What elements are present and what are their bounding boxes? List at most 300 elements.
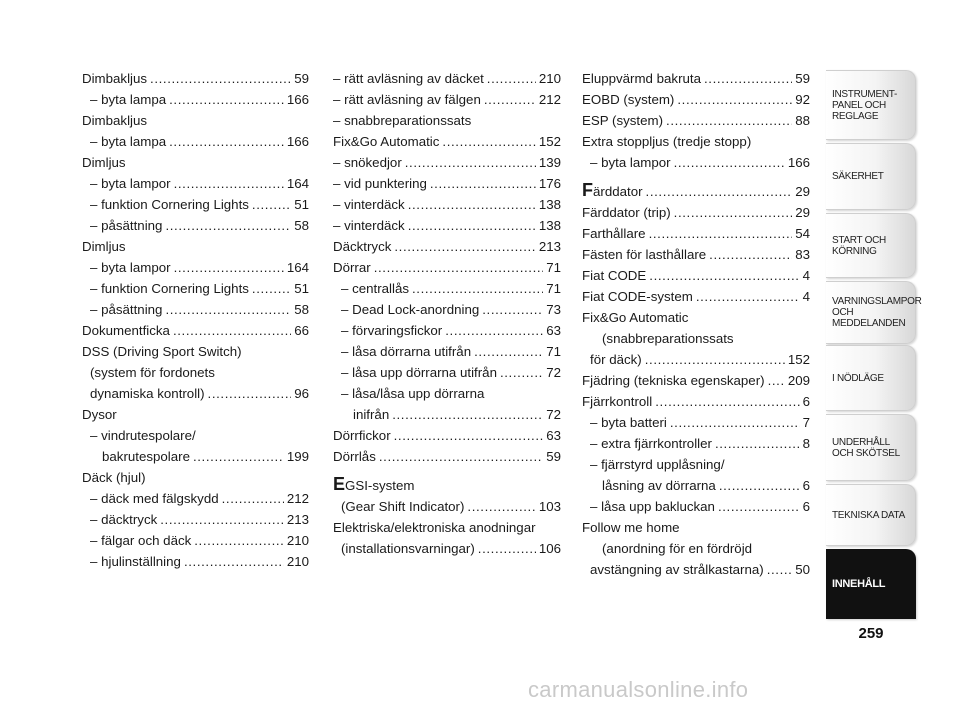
entry-label: – byta lampa xyxy=(90,134,167,149)
entry-label: EOBD (system) xyxy=(582,92,675,107)
entry-label: Däcktryck xyxy=(333,239,392,254)
entry-text xyxy=(582,310,688,325)
entry-label: – Dead Lock-anordning xyxy=(341,302,480,317)
index-entry xyxy=(333,362,561,383)
page-reference: 176 xyxy=(538,176,561,191)
tab-label: UNDERHÅLL OCH SKÖTSEL xyxy=(832,436,900,459)
index-entry xyxy=(582,223,810,244)
dot-leader xyxy=(670,412,800,433)
dot-leader xyxy=(718,496,800,517)
page-reference: 106 xyxy=(538,541,561,556)
index-entry xyxy=(582,181,810,202)
index-column-2 xyxy=(333,68,561,559)
entry-text xyxy=(90,257,171,278)
entry-text xyxy=(82,407,117,422)
entry-text xyxy=(82,320,170,341)
page-reference: 29 xyxy=(795,184,810,199)
tab-6[interactable] xyxy=(826,414,916,481)
entry-label: bakrutespolare xyxy=(102,449,190,464)
index-entry xyxy=(82,509,309,530)
entry-label: Elektriska/elektroniska anodningar xyxy=(333,520,536,535)
page-reference: 59 xyxy=(294,71,309,86)
entry-label: – snökedjor xyxy=(333,155,402,170)
index-entry xyxy=(82,89,309,110)
entry-label: – påsättning xyxy=(90,302,163,317)
entry-label: ESP (system) xyxy=(582,113,664,128)
index-entry xyxy=(82,173,309,194)
entry-label: – byta lampor xyxy=(90,176,171,191)
index-entry xyxy=(333,257,561,278)
index-entry xyxy=(333,278,561,299)
entry-label: – funktion Cornering Lights xyxy=(90,197,249,212)
index-entry xyxy=(82,404,309,425)
entry-text xyxy=(333,68,484,89)
index-entry xyxy=(82,152,309,173)
page-reference: 212 xyxy=(538,92,561,107)
entry-label: – hjulinställning xyxy=(90,554,181,569)
tab-label: INNEHÅLL xyxy=(832,577,886,590)
index-entry xyxy=(582,286,810,307)
page-reference: 83 xyxy=(795,247,810,262)
tab-4[interactable] xyxy=(826,281,922,344)
entry-text xyxy=(582,244,706,265)
tab-label: TEKNISKA DATA xyxy=(832,509,905,521)
entry-text xyxy=(582,202,671,223)
tab-label: VARNINGSLAMPOR OCH MEDDELANDEN xyxy=(832,296,922,329)
dot-leader xyxy=(445,320,543,341)
entry-text xyxy=(590,412,667,433)
index-entry xyxy=(82,425,309,446)
entry-label: – byta lampa xyxy=(90,92,167,107)
entry-label: – vinterdäck xyxy=(333,197,405,212)
page-reference: 71 xyxy=(546,281,561,296)
page-reference: 59 xyxy=(546,449,561,464)
index-entry xyxy=(333,475,561,496)
dot-leader xyxy=(696,286,800,307)
dot-leader xyxy=(374,257,544,278)
dot-leader xyxy=(487,68,536,89)
page-reference: 166 xyxy=(787,155,810,170)
index-entry xyxy=(582,559,810,580)
entry-label: Fästen för lasthållare xyxy=(582,247,707,262)
entry-text xyxy=(82,470,146,485)
index-entry xyxy=(582,496,810,517)
page-reference: 210 xyxy=(538,71,561,86)
page-reference: 213 xyxy=(286,512,309,527)
page-reference: 6 xyxy=(802,394,810,409)
entry-label: – låsa/låsa upp dörrarna xyxy=(341,386,485,401)
entry-label: Dörrlås xyxy=(333,449,376,464)
entry-text xyxy=(333,474,415,494)
page-reference: 210 xyxy=(286,533,309,548)
entry-label: Fjärrkontroll xyxy=(582,394,653,409)
entry-text xyxy=(590,152,671,173)
dot-leader xyxy=(174,173,284,194)
entry-label: – centrallås xyxy=(341,281,409,296)
index-entry xyxy=(82,194,309,215)
entry-text xyxy=(333,173,427,194)
index-entry xyxy=(333,383,561,404)
index-entry xyxy=(82,446,309,467)
entry-label: för däck) xyxy=(590,352,642,367)
dot-leader xyxy=(767,559,793,580)
index-entry xyxy=(82,488,309,509)
entry-text xyxy=(582,68,701,89)
entry-text xyxy=(333,152,402,173)
index-entry xyxy=(333,110,561,131)
entry-text xyxy=(582,223,646,244)
entry-text xyxy=(590,496,715,517)
entry-label: Follow me home xyxy=(582,520,680,535)
page-reference: 138 xyxy=(538,218,561,233)
entry-text xyxy=(333,257,371,278)
entry-label: – däck med fälgskydd xyxy=(90,491,219,506)
index-entry xyxy=(333,215,561,236)
page-reference: 210 xyxy=(286,554,309,569)
entry-text xyxy=(582,89,674,110)
dot-leader xyxy=(474,341,543,362)
entry-text xyxy=(333,446,376,467)
index-entry xyxy=(582,89,810,110)
entry-text xyxy=(90,551,181,572)
entry-label: låsning av dörrarna xyxy=(602,478,716,493)
entry-text xyxy=(590,457,725,472)
index-entry xyxy=(333,299,561,320)
entry-text xyxy=(582,286,693,307)
entry-initial: E xyxy=(333,474,346,494)
entry-text xyxy=(82,113,147,128)
index-entry xyxy=(582,152,810,173)
index-column-1 xyxy=(82,68,309,572)
index-entry xyxy=(333,341,561,362)
tab-label: SÄKERHET xyxy=(832,171,884,182)
entry-text xyxy=(333,131,439,152)
index-column-3 xyxy=(582,68,810,580)
entry-text xyxy=(102,446,190,467)
dot-leader xyxy=(484,89,536,110)
index-entry xyxy=(582,538,810,559)
entry-text xyxy=(82,344,242,359)
entry-text xyxy=(582,181,643,202)
dot-leader xyxy=(405,152,536,173)
page-reference: 209 xyxy=(787,373,810,388)
entry-text xyxy=(333,89,481,110)
dot-leader xyxy=(677,89,792,110)
page-reference: 72 xyxy=(546,407,561,422)
dot-leader xyxy=(379,446,543,467)
page-reference: 164 xyxy=(286,260,309,275)
entry-text xyxy=(582,265,646,286)
entry-label: – vindrutespolare/ xyxy=(90,428,196,443)
entry-text xyxy=(590,433,712,454)
entry-text xyxy=(90,365,215,380)
entry-text xyxy=(90,89,166,110)
page-reference: 50 xyxy=(795,562,810,577)
index-entry xyxy=(582,370,810,391)
dot-leader xyxy=(674,152,785,173)
tab-7[interactable] xyxy=(826,484,916,546)
entry-label: – byta lampor xyxy=(90,260,171,275)
index-entry xyxy=(333,173,561,194)
dot-leader xyxy=(649,265,799,286)
entry-text xyxy=(582,391,652,412)
page-reference: 51 xyxy=(294,197,309,212)
index-entry xyxy=(333,538,561,559)
page-reference: 72 xyxy=(546,365,561,380)
index-entry xyxy=(582,110,810,131)
page-reference: 51 xyxy=(294,281,309,296)
dot-leader xyxy=(715,433,800,454)
entry-text xyxy=(82,155,126,170)
entry-text xyxy=(90,383,205,404)
entry-label: Däck (hjul) xyxy=(82,470,146,485)
entry-text xyxy=(90,488,219,509)
entry-text xyxy=(582,370,765,391)
index-entry xyxy=(82,236,309,257)
dot-leader xyxy=(719,475,800,496)
index-entry xyxy=(82,68,309,89)
tab-1[interactable] xyxy=(826,70,916,140)
entry-label: – snabbreparationssats xyxy=(333,113,472,128)
entry-text xyxy=(341,299,479,320)
entry-label: – påsättning xyxy=(90,218,163,233)
index-entry xyxy=(582,433,810,454)
entry-label: Extra stoppljus (tredje stopp) xyxy=(582,134,752,149)
dot-leader xyxy=(768,370,785,391)
index-entry xyxy=(333,496,561,517)
dot-leader xyxy=(394,425,544,446)
dot-leader xyxy=(252,278,291,299)
tab-label: INSTRUMENT- PANEL OCH REGLAGE xyxy=(832,88,898,122)
page-reference: 138 xyxy=(538,197,561,212)
entry-text xyxy=(90,428,196,443)
dot-leader xyxy=(208,383,292,404)
entry-label: Farthållare xyxy=(582,226,646,241)
dot-leader xyxy=(150,68,291,89)
index-entry xyxy=(82,257,309,278)
tab-label: START OCH KÖRNING xyxy=(832,234,886,257)
page-reference: 6 xyxy=(802,499,810,514)
tab-3[interactable] xyxy=(826,213,916,278)
entry-label: (installationsvarningar) xyxy=(341,541,475,556)
entry-label: – extra fjärrkontroller xyxy=(590,436,712,451)
entry-text xyxy=(590,349,642,370)
entry-text xyxy=(341,538,475,559)
index-entry xyxy=(582,391,810,412)
entry-label: – byta lampor xyxy=(590,155,671,170)
index-entry xyxy=(333,320,561,341)
entry-text xyxy=(602,331,734,346)
page-reference: 73 xyxy=(546,302,561,317)
index-entry xyxy=(333,68,561,89)
entry-label: – låsa upp bakluckan xyxy=(590,499,715,514)
dot-leader xyxy=(394,236,535,257)
page-reference: 96 xyxy=(294,386,309,401)
index-entry xyxy=(582,202,810,223)
page-reference: 7 xyxy=(802,415,810,430)
index-entry xyxy=(82,320,309,341)
entry-text xyxy=(341,278,409,299)
page-reference: 54 xyxy=(795,226,810,241)
page-reference: 58 xyxy=(294,302,309,317)
dot-leader xyxy=(184,551,284,572)
entry-initial: F xyxy=(582,180,593,200)
dot-leader xyxy=(478,538,536,559)
page-reference: 164 xyxy=(286,176,309,191)
entry-label: Eluppvärmd bakruta xyxy=(582,71,701,86)
page-reference: 166 xyxy=(286,134,309,149)
entry-label: inifrån xyxy=(353,407,390,422)
entry-text xyxy=(602,541,752,556)
entry-text xyxy=(582,110,663,131)
index-entry xyxy=(582,412,810,433)
index-entry xyxy=(582,454,810,475)
dot-leader xyxy=(169,131,284,152)
entry-label: Dimbakljus xyxy=(82,71,148,86)
dot-leader xyxy=(645,349,785,370)
dot-leader xyxy=(193,446,284,467)
entry-label: Dimbakljus xyxy=(82,113,148,128)
entry-label: Dimljus xyxy=(82,239,126,254)
entry-label: Dimljus xyxy=(82,155,126,170)
entry-label: Dokumentficka xyxy=(82,323,170,338)
page-reference: 92 xyxy=(795,92,810,107)
entry-text xyxy=(333,425,391,446)
entry-text xyxy=(341,362,497,383)
index-entry xyxy=(582,349,810,370)
page-reference: 29 xyxy=(795,205,810,220)
dot-leader xyxy=(709,244,792,265)
index-entry xyxy=(333,152,561,173)
entry-label: – däcktryck xyxy=(90,512,158,527)
index-entry xyxy=(82,362,309,383)
dot-leader xyxy=(442,131,535,152)
tab-2[interactable] xyxy=(826,143,916,210)
tab-5[interactable] xyxy=(826,345,916,411)
entry-text xyxy=(90,194,249,215)
entry-label: – låsa upp dörrarna utifrån xyxy=(341,365,497,380)
page-reference: 4 xyxy=(802,289,810,304)
dot-leader xyxy=(646,181,793,202)
dot-leader xyxy=(655,391,799,412)
entry-label: avstängning av strålkastarna) xyxy=(590,562,764,577)
index-entry xyxy=(333,425,561,446)
index-entry xyxy=(333,517,561,538)
index-entry xyxy=(82,278,309,299)
page-reference: 63 xyxy=(546,428,561,443)
entry-text xyxy=(602,475,716,496)
dot-leader xyxy=(412,278,543,299)
entry-text xyxy=(333,520,536,535)
index-entry xyxy=(82,341,309,362)
entry-text xyxy=(90,173,171,194)
entry-text xyxy=(333,236,391,257)
entry-label: – rätt avläsning av fälgen xyxy=(333,92,481,107)
entry-label: (anordning för en fördröjd xyxy=(602,541,753,556)
entry-label: – fjärrstyrd upplåsning/ xyxy=(590,457,725,472)
entry-label: ärddator xyxy=(593,184,643,199)
entry-text xyxy=(90,530,191,551)
index-entry xyxy=(82,467,309,488)
dot-leader xyxy=(408,194,536,215)
index-entry xyxy=(82,299,309,320)
entry-text xyxy=(333,215,405,236)
entry-label: – vid punktering xyxy=(333,176,427,191)
entry-label: Fix&Go Automatic xyxy=(582,310,689,325)
tab-8[interactable] xyxy=(826,549,916,619)
index-entry xyxy=(582,475,810,496)
entry-text xyxy=(90,278,249,299)
dot-leader xyxy=(165,215,291,236)
page-reference: 103 xyxy=(538,499,561,514)
dot-leader xyxy=(169,89,284,110)
page-reference: 6 xyxy=(802,478,810,493)
page-reference: 152 xyxy=(787,352,810,367)
index-entry xyxy=(333,236,561,257)
page-reference: 166 xyxy=(286,92,309,107)
index-entry xyxy=(333,404,561,425)
entry-label: DSS (Driving Sport Switch) xyxy=(82,344,242,359)
page-reference: 71 xyxy=(546,260,561,275)
dot-leader xyxy=(674,202,793,223)
entry-label: GSI-system xyxy=(345,478,415,493)
dot-leader xyxy=(194,530,284,551)
entry-text xyxy=(582,134,751,149)
index-entry xyxy=(333,89,561,110)
entry-label: – rätt avläsning av däcket xyxy=(333,71,484,86)
index-entry xyxy=(82,383,309,404)
entry-text xyxy=(90,131,166,152)
entry-label: Dörrfickor xyxy=(333,428,391,443)
dot-leader xyxy=(649,223,793,244)
entry-label: – byta batteri xyxy=(590,415,667,430)
entry-text xyxy=(333,113,471,128)
dot-leader xyxy=(174,257,284,278)
entry-label: – förvaringsfickor xyxy=(341,323,443,338)
entry-label: Färddator (trip) xyxy=(582,205,671,220)
entry-label: dynamiska kontroll) xyxy=(90,386,205,401)
page-reference: 58 xyxy=(294,218,309,233)
dot-leader xyxy=(392,404,543,425)
entry-label: (system för fordonets xyxy=(90,365,215,380)
entry-text xyxy=(341,320,442,341)
dot-leader xyxy=(408,215,536,236)
index-entry xyxy=(333,194,561,215)
index-entry xyxy=(582,265,810,286)
page-reference: 71 xyxy=(546,344,561,359)
entry-text xyxy=(341,386,484,401)
entry-label: Fiat CODE xyxy=(582,268,647,283)
entry-label: Dysor xyxy=(82,407,117,422)
page-reference: 199 xyxy=(286,449,309,464)
page-reference: 212 xyxy=(286,491,309,506)
entry-text xyxy=(582,520,680,535)
page-number: 259 xyxy=(858,625,884,642)
page-reference: 4 xyxy=(802,268,810,283)
index-entry xyxy=(582,328,810,349)
entry-label: Dörrar xyxy=(333,260,371,275)
entry-text xyxy=(341,341,471,362)
dot-leader xyxy=(252,194,291,215)
dot-leader xyxy=(430,173,536,194)
index-entry xyxy=(82,110,309,131)
page-reference: 63 xyxy=(546,323,561,338)
entry-label: Fjädring (tekniska egenskaper) xyxy=(582,373,765,388)
index-entry xyxy=(333,131,561,152)
entry-label: Fiat CODE-system xyxy=(582,289,693,304)
index-entry xyxy=(82,131,309,152)
dot-leader xyxy=(482,299,543,320)
